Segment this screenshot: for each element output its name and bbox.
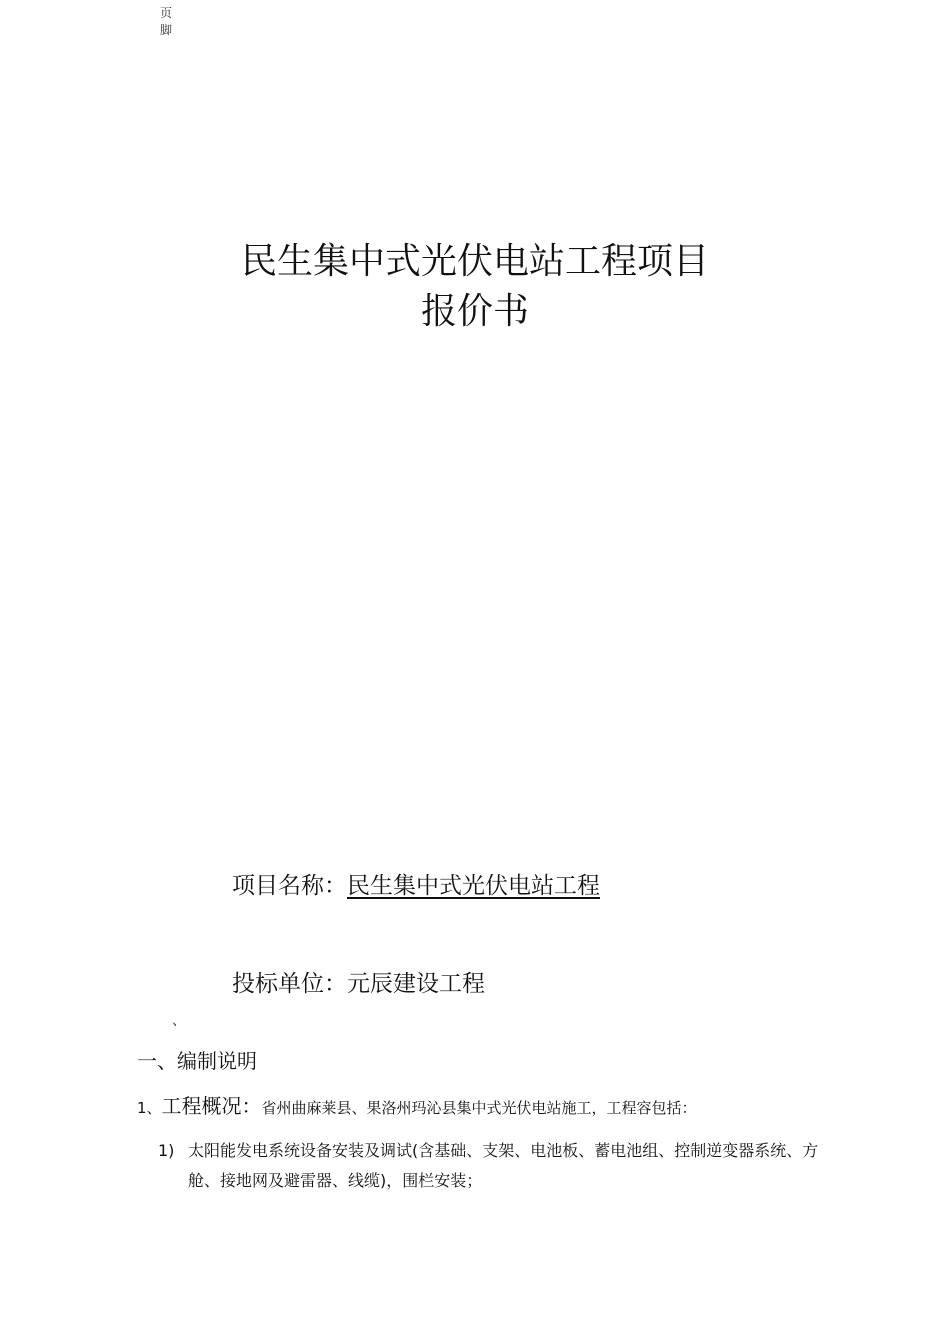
item-label: 工程概况： bbox=[161, 1094, 262, 1118]
list-item bbox=[137, 1094, 697, 1120]
document-subtitle: 报价书 bbox=[420, 291, 529, 332]
bidder-label: 投标单位： bbox=[232, 971, 347, 997]
item-text: 省州曲麻莱县、果洛州玛沁县集中式光伏电站施工，工程容包括： bbox=[261, 1099, 697, 1117]
stray-mark: 、 bbox=[172, 1013, 186, 1029]
project-name-value: 民生集中式光伏电站工程 bbox=[347, 873, 600, 899]
item-number: 1、 bbox=[137, 1099, 162, 1117]
bidder-row bbox=[232, 968, 485, 1000]
sub-item-number: 1) bbox=[158, 1141, 175, 1160]
sub-item-text: 太阳能发电系统设备安装及调试(含基础、支架、电池板、蓄电池组、控制逆变器系统、方舱、接地网及避雷器、线缆)，围栏安装； bbox=[188, 1141, 819, 1190]
bidder-value: 元辰建设工程 bbox=[347, 971, 485, 997]
project-name-label: 项目名称： bbox=[232, 873, 347, 899]
header-footer-mark: 页脚 bbox=[159, 6, 172, 37]
document-title: 民生集中式光伏电站工程项目 bbox=[240, 241, 709, 282]
project-name-row bbox=[232, 870, 600, 902]
sub-list-item bbox=[158, 1136, 828, 1196]
section-heading: 一、编制说明 bbox=[137, 1049, 257, 1073]
